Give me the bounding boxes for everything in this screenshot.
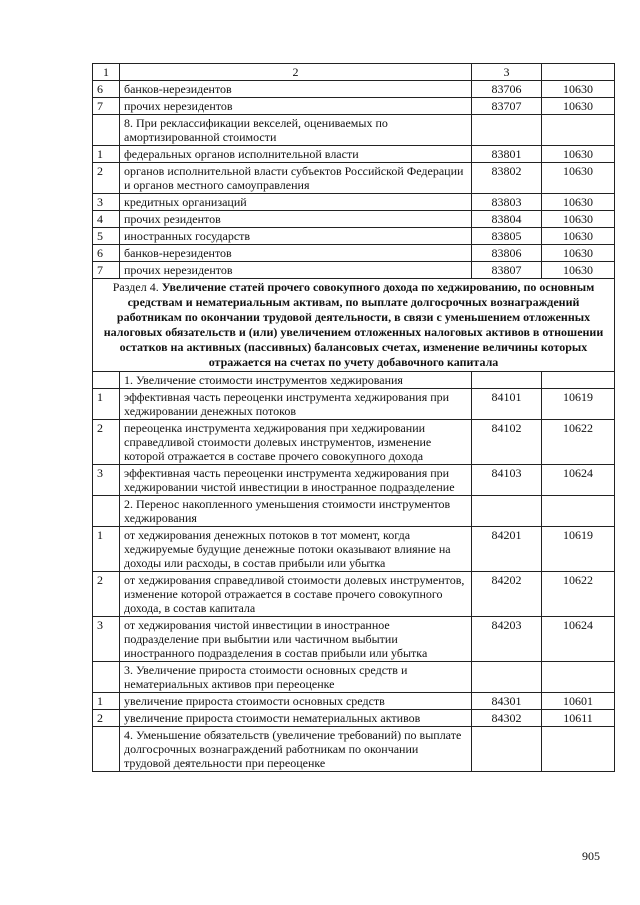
group-title: 2. Перенос накопленного уменьшения стоимости инструментов хеджирования <box>120 496 472 527</box>
group-title: 3. Увеличение прироста стоимости основных средств и нематериальных активов при переоценке <box>120 662 472 693</box>
account-code: 83706 <box>472 81 542 98</box>
row-text: от хеджирования чистой инвестиции в иностранное подразделение при выбытии или частичном выбытии иностранного подразделения в состав прибыли или убытка <box>120 617 472 662</box>
row-text: прочих нерезидентов <box>120 262 472 279</box>
reference-code: 10630 <box>542 98 615 115</box>
row-number: 3 <box>93 194 120 211</box>
reference-code: 10630 <box>542 228 615 245</box>
group-title-row <box>93 372 615 389</box>
reference-code: 10624 <box>542 465 615 496</box>
reference-code: 10622 <box>542 572 615 617</box>
reference-code: 10630 <box>542 245 615 262</box>
accounts-table <box>92 63 615 772</box>
group-title: 1. Увеличение стоимости инструментов хеджирования <box>120 372 472 389</box>
row-text: от хеджирования денежных потоков в тот момент, когда хеджируемые будущие денежные потоки оказывают влияние на доходы или расходы, в состав прибыли или убытка <box>120 527 472 572</box>
reference-code: 10630 <box>542 163 615 194</box>
table-row <box>93 228 615 245</box>
reference-code: 10630 <box>542 146 615 163</box>
table-row <box>93 98 615 115</box>
group-title: 4. Уменьшение обязательств (увеличение требований) по выплате долгосрочных вознаграждений работникам по окончании трудовой деятельности при переоценке <box>120 727 472 772</box>
row-number: 2 <box>93 163 120 194</box>
account-code: 83806 <box>472 245 542 262</box>
account-code: 84102 <box>472 420 542 465</box>
page-number: 905 <box>582 849 600 863</box>
header-cell: 1 <box>93 64 120 81</box>
row-number: 7 <box>93 262 120 279</box>
table-row <box>93 420 615 465</box>
reference-code: 10622 <box>542 420 615 465</box>
row-text: переоценка инструмента хеджирования при хеджировании справедливой стоимости долевых инструментов, изменение которой отражается в составе прочего совокупного дохода <box>120 420 472 465</box>
account-code: 83707 <box>472 98 542 115</box>
row-number: 4 <box>93 211 120 228</box>
row-text: от хеджирования справедливой стоимости долевых инструментов, изменение которой отражается в составе прочего совокупного дохода, в состав капитала <box>120 572 472 617</box>
table-row <box>93 465 615 496</box>
row-number: 2 <box>93 420 120 465</box>
table-row <box>93 163 615 194</box>
row-text: банков-нерезидентов <box>120 245 472 262</box>
table-row <box>93 389 615 420</box>
table-row <box>93 693 615 710</box>
table-row <box>93 81 615 98</box>
account-code: 84101 <box>472 389 542 420</box>
row-text: увеличение прироста стоимости нематериальных активов <box>120 710 472 727</box>
account-code: 84202 <box>472 572 542 617</box>
group-title-row <box>93 115 615 146</box>
account-code: 83805 <box>472 228 542 245</box>
row-number: 1 <box>93 527 120 572</box>
table-row <box>93 572 615 617</box>
table-row <box>93 245 615 262</box>
section-title: Увеличение статей прочего совокупного дохода по хеджированию, по основным средствам и нематериальным активам, по выплате долгосрочных вознаграждений работникам по окончании трудовой деятельности, в связи с уменьшением отложенных налоговых обязательств и (или) увеличением отложенных налоговых активов в отношении остатков на активных (пассивных) балансовых счетах, изменение величины которых отражается на счетах по учету добавочного капитала <box>103 280 604 369</box>
section-label: Раздел 4. <box>112 280 159 294</box>
account-code: 84301 <box>472 693 542 710</box>
account-code: 83804 <box>472 211 542 228</box>
header-cell <box>542 64 615 81</box>
row-text: эффективная часть переоценки инструмента хеджирования при хеджировании чистой инвестиции в иностранное подразделение <box>120 465 472 496</box>
row-number: 7 <box>93 98 120 115</box>
row-text: органов исполнительной власти субъектов Российской Федерации и органов местного самоуправления <box>120 163 472 194</box>
account-code: 84103 <box>472 465 542 496</box>
reference-code: 10630 <box>542 194 615 211</box>
row-number: 5 <box>93 228 120 245</box>
table-row <box>93 194 615 211</box>
row-text: увеличение прироста стоимости основных средств <box>120 693 472 710</box>
table-row <box>93 262 615 279</box>
reference-code: 10630 <box>542 211 615 228</box>
reference-code: 10619 <box>542 389 615 420</box>
table-row <box>93 617 615 662</box>
account-code: 83802 <box>472 163 542 194</box>
group-title-row <box>93 662 615 693</box>
account-code: 84302 <box>472 710 542 727</box>
row-number: 3 <box>93 465 120 496</box>
reference-code: 10611 <box>542 710 615 727</box>
row-number: 1 <box>93 693 120 710</box>
group-title: 8. При реклассификации векселей, оцениваемых по амортизированной стоимости <box>120 115 472 146</box>
reference-code: 10630 <box>542 262 615 279</box>
row-text: иностранных государств <box>120 228 472 245</box>
row-number: 3 <box>93 617 120 662</box>
header-cell: 2 <box>120 64 472 81</box>
reference-code: 10601 <box>542 693 615 710</box>
account-code: 83807 <box>472 262 542 279</box>
row-number: 2 <box>93 710 120 727</box>
table-row <box>93 211 615 228</box>
reference-code: 10630 <box>542 81 615 98</box>
group-title-row <box>93 727 615 772</box>
account-code: 83803 <box>472 194 542 211</box>
table-header-row <box>93 64 615 81</box>
row-number: 1 <box>93 389 120 420</box>
row-number: 1 <box>93 146 120 163</box>
table-row <box>93 146 615 163</box>
row-number: 6 <box>93 81 120 98</box>
account-code: 84201 <box>472 527 542 572</box>
section-row <box>93 279 615 372</box>
row-text: кредитных организаций <box>120 194 472 211</box>
row-text: эффективная часть переоценки инструмента хеджирования при хеджировании денежных потоков <box>120 389 472 420</box>
row-text: федеральных органов исполнительной власти <box>120 146 472 163</box>
row-number: 2 <box>93 572 120 617</box>
header-cell: 3 <box>472 64 542 81</box>
account-code: 83801 <box>472 146 542 163</box>
row-number: 6 <box>93 245 120 262</box>
reference-code: 10624 <box>542 617 615 662</box>
row-text: прочих резидентов <box>120 211 472 228</box>
group-title-row <box>93 496 615 527</box>
table-row <box>93 527 615 572</box>
section-heading <box>93 279 615 372</box>
row-text: прочих нерезидентов <box>120 98 472 115</box>
table-row <box>93 710 615 727</box>
reference-code: 10619 <box>542 527 615 572</box>
account-code: 84203 <box>472 617 542 662</box>
row-text: банков-нерезидентов <box>120 81 472 98</box>
